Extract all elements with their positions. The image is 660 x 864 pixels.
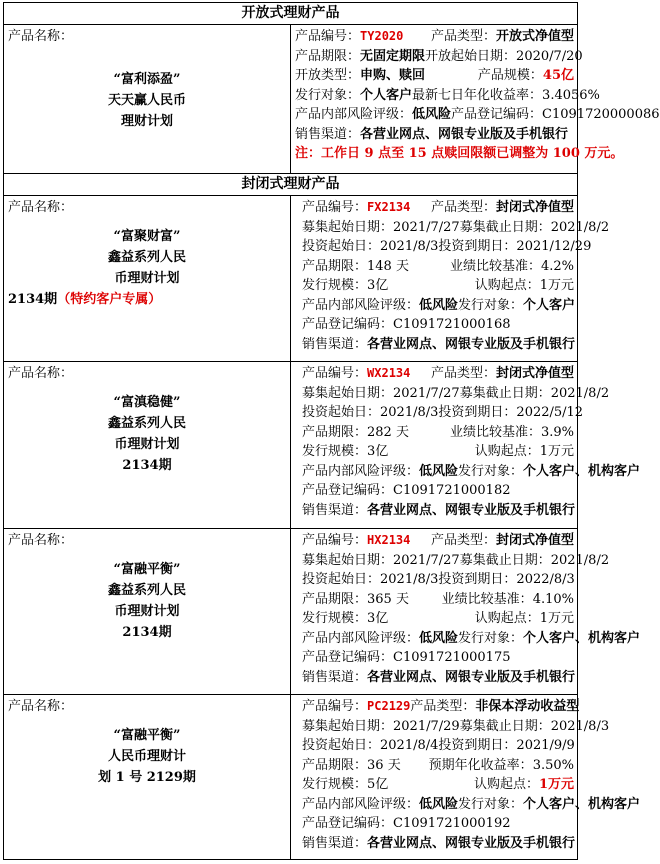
field-value: 2021/8/3 xyxy=(380,239,439,254)
detail-row xyxy=(295,86,600,106)
detail-field xyxy=(458,462,640,482)
field-value: 5亿 xyxy=(367,777,389,792)
detail-field xyxy=(460,384,609,404)
product-name-line: “富聚财富” xyxy=(113,229,181,244)
detail-field xyxy=(302,570,438,590)
detail-field xyxy=(475,276,574,296)
field-label: 业绩比较基准： xyxy=(441,591,533,607)
product-name-line xyxy=(8,289,286,310)
detail-row xyxy=(295,47,583,67)
detail-field xyxy=(302,364,431,384)
field-value: 1万元 xyxy=(538,777,574,792)
detail-row xyxy=(302,364,574,384)
detail-field xyxy=(302,276,475,296)
field-value: 3亿 xyxy=(367,611,389,626)
detail-field xyxy=(425,47,583,67)
closed-section-header-row xyxy=(4,174,578,196)
field-label: 发行规模： xyxy=(302,611,368,626)
closed-product-row xyxy=(4,695,578,860)
detail-field xyxy=(302,384,460,404)
field-value: 282 天 xyxy=(367,424,409,440)
detail-row xyxy=(295,27,574,47)
product-name-line: 币理财计划 xyxy=(114,437,180,452)
field-value: C1091721000192 xyxy=(393,816,511,831)
field-label: 产品登记编码： xyxy=(451,107,543,122)
field-label: 产品编号： xyxy=(302,533,368,548)
detail-field xyxy=(302,462,458,482)
field-label: 产品类型： xyxy=(430,533,496,548)
detail-row xyxy=(302,198,574,218)
field-label: 投资到期日： xyxy=(438,738,517,753)
open-section-header: 开放式理财产品 xyxy=(4,3,578,25)
detail-field xyxy=(302,257,450,277)
field-value: HX2134 xyxy=(367,533,411,547)
detail-field xyxy=(450,257,574,277)
detail-field xyxy=(302,814,574,834)
field-value: 各营业网点、网银专业版及手机银行 xyxy=(367,669,576,685)
detail-field xyxy=(302,315,574,335)
field-value: 4.2% xyxy=(540,258,574,274)
field-label: 产品内部风险评级： xyxy=(295,107,413,122)
field-label: 开放起始日期： xyxy=(425,48,517,64)
product-name xyxy=(8,725,286,788)
field-label: 投资到期日： xyxy=(438,572,517,587)
detail-field xyxy=(302,668,574,688)
detail-field xyxy=(438,736,574,756)
detail-field xyxy=(474,775,574,795)
field-label: 认购起点： xyxy=(473,777,539,792)
detail-field xyxy=(295,86,412,106)
detail-field xyxy=(302,442,475,462)
detail-field xyxy=(475,442,574,462)
field-label: 投资起始日： xyxy=(302,738,381,753)
detail-row xyxy=(295,125,574,145)
detail-field xyxy=(302,501,574,521)
product-name-line: 天天赢人民币 xyxy=(107,93,186,108)
field-label: 产品内部风险评级： xyxy=(302,463,420,479)
detail-field xyxy=(431,27,574,47)
detail-field xyxy=(302,648,574,668)
field-value: C1091720000086 xyxy=(542,107,660,122)
exclusive-client-tag: （特约客户专属） xyxy=(57,292,162,307)
field-value: 无固定期限 xyxy=(360,48,426,64)
field-value: 2021/8/2 xyxy=(550,385,610,401)
product-name-label: 产品名称： xyxy=(8,29,74,44)
detail-row xyxy=(302,315,574,335)
detail-field xyxy=(302,198,431,218)
product-name-line: “富滇稳健” xyxy=(113,395,181,410)
field-label: 产品期限： xyxy=(302,424,368,440)
closed-product-row xyxy=(4,362,578,529)
field-value: FX2134 xyxy=(367,200,411,214)
field-value: 148 天 xyxy=(367,258,409,274)
field-label: 业绩比较基准： xyxy=(449,424,541,440)
field-value: 2021/8/2 xyxy=(550,552,610,568)
field-value: 3.9% xyxy=(540,424,574,440)
detail-field xyxy=(438,237,591,257)
closed-product-name-cell xyxy=(4,695,291,860)
field-label: 产品编号： xyxy=(295,29,361,44)
field-label: 产品登记编码： xyxy=(302,650,394,665)
field-label: 募集起始日期： xyxy=(302,219,394,235)
field-label: 产品类型： xyxy=(430,366,496,381)
field-label: 产品类型： xyxy=(430,29,496,44)
field-label: 产品编号： xyxy=(302,699,368,714)
product-name xyxy=(8,559,286,643)
field-label: 产品内部风险评级： xyxy=(302,796,420,812)
detail-row xyxy=(302,442,574,462)
detail-field xyxy=(410,697,579,717)
field-value: TY2020 xyxy=(360,29,404,43)
product-name-line: 划 1 号 2129期 xyxy=(98,770,196,785)
field-label: 产品编号： xyxy=(302,366,368,381)
detail-row xyxy=(302,423,574,443)
product-name-label: 产品名称： xyxy=(8,699,74,714)
detail-field xyxy=(451,105,660,125)
detail-field xyxy=(302,481,574,501)
field-value: 申购、赎回 xyxy=(360,68,426,83)
field-label: 开放类型： xyxy=(295,68,361,83)
closed-product-row xyxy=(4,196,578,362)
detail-field xyxy=(302,609,475,629)
detail-row xyxy=(302,462,641,482)
field-label: 投资起始日： xyxy=(302,405,381,420)
detail-row xyxy=(302,629,641,649)
product-name-label: 产品名称： xyxy=(8,200,74,215)
field-label: 发行规模： xyxy=(302,777,368,792)
field-value: 低风险 xyxy=(419,630,459,646)
field-value: 个人客户、机构客户 xyxy=(523,796,641,812)
detail-row xyxy=(302,648,574,668)
product-name xyxy=(8,392,286,476)
open-product-name-cell xyxy=(4,25,291,174)
field-label: 募集截止日期： xyxy=(459,718,551,734)
open-section-header-row xyxy=(4,3,578,25)
product-name xyxy=(8,69,286,132)
detail-row xyxy=(302,501,574,521)
detail-field xyxy=(295,27,431,47)
detail-field xyxy=(295,125,574,145)
detail-field xyxy=(302,736,438,756)
field-value: 36 天 xyxy=(367,757,401,773)
field-label: 募集起始日期： xyxy=(302,552,394,568)
detail-row xyxy=(302,481,574,501)
field-value: 2021/7/27 xyxy=(393,552,460,568)
field-label: 发行对象： xyxy=(458,630,524,646)
field-label: 产品登记编码： xyxy=(302,483,394,498)
detail-field xyxy=(460,218,609,238)
detail-field xyxy=(302,296,458,316)
field-value: 2021/8/4 xyxy=(380,738,439,753)
closed-product-details-cell xyxy=(291,529,641,695)
detail-field xyxy=(460,717,609,737)
product-name-period: 2134期 xyxy=(8,292,58,307)
open-product-row xyxy=(4,25,578,174)
detail-field xyxy=(458,795,640,815)
product-name-line: “富融平衡” xyxy=(113,562,181,577)
detail-field xyxy=(302,218,460,238)
field-label: 产品期限： xyxy=(295,48,361,64)
field-value: 3.50% xyxy=(532,757,574,773)
detail-row xyxy=(302,551,610,571)
field-label: 发行规模： xyxy=(302,444,368,459)
closed-product-details-cell xyxy=(291,196,610,362)
detail-field xyxy=(475,609,574,629)
field-label: 发行对象： xyxy=(458,463,524,479)
field-label: 产品期限： xyxy=(302,757,368,773)
field-label: 投资到期日： xyxy=(438,405,517,420)
detail-row xyxy=(302,384,610,404)
product-name-line: 2134期 xyxy=(122,625,172,640)
product-name-line: 鑫益系列人民 xyxy=(107,416,186,431)
field-value: 2021/7/29 xyxy=(393,718,460,734)
field-value: 1万元 xyxy=(539,278,574,293)
detail-field xyxy=(442,590,574,610)
detail-field xyxy=(302,590,442,610)
detail-field xyxy=(302,717,460,737)
field-value: 2022/8/3 xyxy=(516,572,575,587)
detail-field xyxy=(431,364,574,384)
product-table xyxy=(3,2,660,860)
field-value: 3亿 xyxy=(367,278,389,293)
field-value: 1万元 xyxy=(539,611,574,626)
field-value: C1091721000168 xyxy=(393,317,511,332)
field-value: 3.4056% xyxy=(542,87,600,103)
field-label: 产品类型： xyxy=(430,200,496,215)
field-value: 2020/7/20 xyxy=(516,48,583,64)
detail-row xyxy=(302,775,574,795)
detail-row xyxy=(302,570,574,590)
product-document xyxy=(3,2,660,860)
field-value: 45亿 xyxy=(542,68,574,83)
product-name xyxy=(8,226,286,310)
detail-field xyxy=(295,66,478,86)
detail-field xyxy=(295,47,425,67)
detail-row xyxy=(302,795,641,815)
field-value: 各营业网点、网银专业版及手机银行 xyxy=(360,126,569,142)
detail-field xyxy=(458,629,640,649)
field-label: 募集截止日期： xyxy=(459,385,551,401)
detail-row xyxy=(302,736,574,756)
product-name-label: 产品名称： xyxy=(8,533,74,548)
field-label: 预期年化收益率： xyxy=(428,757,533,773)
field-value: 各营业网点、网银专业版及手机银行 xyxy=(367,835,576,851)
detail-field xyxy=(431,531,574,551)
detail-row xyxy=(302,237,592,257)
field-label: 产品登记编码： xyxy=(302,317,394,332)
field-label: 产品登记编码： xyxy=(302,816,394,831)
detail-row xyxy=(302,756,574,776)
field-label: 发行对象： xyxy=(458,796,524,812)
field-value: 3亿 xyxy=(367,444,389,459)
detail-row xyxy=(302,257,574,277)
field-value: 低风险 xyxy=(419,796,459,812)
detail-field xyxy=(438,403,583,423)
product-name-label: 产品名称： xyxy=(8,366,74,381)
field-value: C1091721000175 xyxy=(393,650,511,665)
detail-row xyxy=(302,814,574,834)
field-value: 开放式净值型 xyxy=(495,29,574,44)
detail-row xyxy=(302,668,574,688)
closed-section-header: 封闭式理财产品 xyxy=(4,174,578,196)
field-value: 封闭式净值型 xyxy=(495,533,574,548)
field-label: 募集起始日期： xyxy=(302,718,394,734)
field-label: 产品类型： xyxy=(410,699,476,714)
product-name-line: 币理财计划 xyxy=(114,604,180,619)
field-label: 产品期限： xyxy=(302,591,368,607)
product-table-body xyxy=(4,3,660,860)
field-value: 2021/7/27 xyxy=(393,219,460,235)
field-label: 投资到期日： xyxy=(438,239,517,254)
product-name-line: 鑫益系列人民 xyxy=(107,583,186,598)
detail-field xyxy=(429,756,574,776)
field-label: 募集起始日期： xyxy=(302,385,394,401)
product-name-line: 币理财计划 xyxy=(114,271,180,286)
detail-row xyxy=(295,66,574,86)
field-value: 2021/7/27 xyxy=(393,385,460,401)
field-label: 募集截止日期： xyxy=(459,552,551,568)
field-label: 认购起点： xyxy=(474,611,540,626)
field-value: 个人客户、机构客户 xyxy=(523,463,641,479)
field-label: 产品编号： xyxy=(302,200,368,215)
field-value: 2021/8/3 xyxy=(550,718,610,734)
detail-row xyxy=(302,590,574,610)
field-label: 销售渠道： xyxy=(302,502,368,518)
detail-row xyxy=(302,531,574,551)
field-label: 投资起始日： xyxy=(302,239,381,254)
field-label: 认购起点： xyxy=(474,278,540,293)
detail-row xyxy=(302,276,574,296)
field-value: 2021/8/3 xyxy=(380,405,439,420)
field-label: 最新七日年化收益率： xyxy=(412,87,543,103)
field-value: PC2129 xyxy=(367,699,411,713)
field-label: 投资起始日： xyxy=(302,572,381,587)
field-value: C1091721000182 xyxy=(393,483,511,498)
detail-field xyxy=(458,296,575,316)
detail-field xyxy=(438,570,574,590)
field-value: 非保本浮动收益型 xyxy=(475,699,580,714)
closed-product-name-cell xyxy=(4,196,291,362)
field-value: 封闭式净值型 xyxy=(495,200,574,215)
field-value: 2021/12/29 xyxy=(516,239,592,254)
detail-field xyxy=(302,335,574,355)
detail-field xyxy=(302,237,438,257)
field-label: 发行对象： xyxy=(295,87,361,103)
detail-row xyxy=(302,403,584,423)
open-product-details-cell xyxy=(291,25,660,174)
detail-field xyxy=(412,86,600,106)
field-label: 产品内部风险评级： xyxy=(302,630,420,646)
field-label: 销售渠道： xyxy=(302,336,368,352)
detail-field xyxy=(302,756,429,776)
field-label: 募集截止日期： xyxy=(459,219,551,235)
product-name-line: “富利添盈” xyxy=(113,72,181,87)
detail-row xyxy=(302,717,610,737)
field-label: 销售渠道： xyxy=(302,835,368,851)
detail-row xyxy=(302,697,580,717)
product-name-line: 鑫益系列人民 xyxy=(107,250,186,265)
detail-field xyxy=(302,629,458,649)
product-name-line: “富融平衡” xyxy=(113,728,181,743)
closed-product-name-cell xyxy=(4,362,291,529)
detail-field xyxy=(302,775,474,795)
field-label: 发行规模： xyxy=(302,278,368,293)
field-label: 产品期限： xyxy=(302,258,368,274)
field-value: 低风险 xyxy=(419,297,459,313)
detail-field xyxy=(450,423,574,443)
field-label: 认购起点： xyxy=(474,444,540,459)
field-value: 1万元 xyxy=(539,444,574,459)
product-name-line: 理财计划 xyxy=(120,114,173,129)
field-value: 个人客户、机构客户 xyxy=(523,630,641,646)
detail-field xyxy=(460,551,609,571)
field-value: 2021/8/3 xyxy=(380,572,439,587)
field-value: 封闭式净值型 xyxy=(495,366,574,381)
field-value: 低风险 xyxy=(412,107,452,122)
detail-field xyxy=(302,403,438,423)
detail-row xyxy=(302,296,574,316)
field-value: 个人客户 xyxy=(523,297,576,313)
closed-product-name-cell xyxy=(4,529,291,695)
field-value: 各营业网点、网银专业版及手机银行 xyxy=(367,502,576,518)
field-value: WX2134 xyxy=(367,366,411,380)
field-label: 业绩比较基准： xyxy=(449,258,541,274)
field-label: 产品内部风险评级： xyxy=(302,297,420,313)
redemption-note: 注：工作日 9 点至 15 点赎回限额已调整为 100 万元。 xyxy=(295,146,624,161)
detail-field xyxy=(302,697,410,717)
detail-field xyxy=(302,551,460,571)
field-value: 各营业网点、网银专业版及手机银行 xyxy=(367,336,576,352)
detail-row xyxy=(302,609,574,629)
detail-field xyxy=(302,531,431,551)
closed-product-details-cell xyxy=(291,362,641,529)
closed-product-details-cell xyxy=(291,695,641,860)
product-name-line: 人民币理财计 xyxy=(107,749,186,764)
field-label: 产品规模： xyxy=(477,68,543,83)
detail-row xyxy=(302,335,574,355)
detail-field xyxy=(431,198,574,218)
detail-row xyxy=(295,105,660,125)
closed-product-row xyxy=(4,529,578,695)
field-value: 低风险 xyxy=(419,463,459,479)
product-name-line: 2134期 xyxy=(122,458,172,473)
detail-field xyxy=(302,795,458,815)
detail-field xyxy=(302,423,450,443)
field-value: 2022/5/12 xyxy=(516,405,584,420)
detail-field xyxy=(302,834,574,854)
field-value: 365 天 xyxy=(367,591,409,607)
detail-row xyxy=(302,834,574,854)
field-label: 销售渠道： xyxy=(302,669,368,685)
detail-field xyxy=(478,66,574,86)
field-value: 4.10% xyxy=(532,591,574,607)
field-label: 销售渠道： xyxy=(295,126,361,142)
field-value: 个人客户 xyxy=(360,87,413,103)
field-value: 2021/9/9 xyxy=(516,738,575,753)
detail-row xyxy=(302,218,610,238)
detail-field xyxy=(295,105,451,125)
field-value: 2021/8/2 xyxy=(550,219,610,235)
field-label: 发行对象： xyxy=(458,297,524,313)
